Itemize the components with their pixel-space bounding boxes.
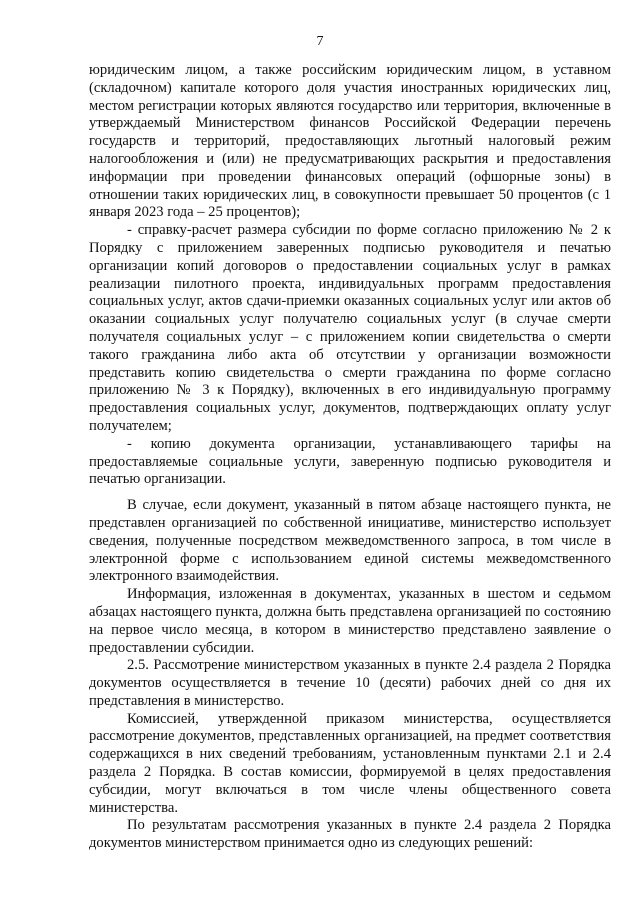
page-number: 7: [316, 34, 324, 49]
paragraph-subsidy-calculation: - справку-расчет размера субсидии по форме согласно приложению № 2 к Порядку с приложением заверенных подписью руководителя и печатью организации копий договоров о предоставлении социальных услуг в рамках реализации пилотного проекта, индивидуальных программ предоставления социальных услуг, актов сдачи-приемки оказанных социальных услуг или актов об оказании социальных услуг получателю социальных услуг (в случае смерти получателя социальных услуг – с приложением копии свидетельства о смерти такого гражданина либо акта об отсутствии у организации возможности представить копию свидетельства о смерти гражданина по форме согласно приложению № 3 к Порядку), включенных в его индивидуальную программу предоставления социальных услуг, документов, подтверждающих оплату услуг получателем;: [89, 222, 611, 434]
document-body: [89, 62, 611, 853]
paragraph-interagency-request: В случае, если документ, указанный в пятом абзаце настоящего пункта, не представлен организацией по собственной инициативе, министерство использует сведения, полученные посредством межведомственного запроса, в том числе в электронной форме с использованием единой системы межведомственного электронного взаимодействия.: [89, 497, 611, 585]
paragraph-tariff-document: - копию документа организации, устанавливающего тарифы на предоставляемые социальные услуги, заверенную подписью руководителя и печатью организации.: [89, 435, 611, 488]
paragraph-continuation: юридическим лицом, а также российским юридическим лицом, в уставном (складочном) капитале которого доля участия иностранных юридических лиц, местом регистрации которых являются государство или территория, включенные в утверждаемый Министерством финансов Российской Федерации перечень государств и территорий, предоставляющих льготный налоговый режим налогообложения и (или) не предусматривающих раскрытия и предоставления информации при проведении финансовых операций (офшорные зоны) в отношении таких юридических лиц, в совокупности превышает 50 процентов (с 1 января 2023 года – 25 процентов);: [89, 62, 611, 221]
paragraph-decisions: По результатам рассмотрения указанных в пункте 2.4 раздела 2 Порядка документов министерством принимается одно из следующих решений:: [89, 817, 611, 852]
paragraph-commission: Комиссией, утвержденной приказом министерства, осуществляется рассмотрение документов, представленных организацией, на предмет соответствия содержащихся в них сведений требованиям, установленным пунктами 2.1 и 2.4 раздела 2 Порядка. В состав комиссии, формируемой в целях предоставления субсидии, могут включаться в том числе члены общественного совета министерства.: [89, 710, 611, 816]
paragraph-information-date: Информация, изложенная в документах, указанных в шестом и седьмом абзацах настоящего пункта, должна быть представлена организацией по состоянию на первое число месяца, в котором в министерство представлено заявление о предоставлении субсидии.: [89, 586, 611, 656]
paragraph-2-5-review-period: 2.5. Рассмотрение министерством указанных в пункте 2.4 раздела 2 Порядка документов осуществляется в течение 10 (десяти) рабочих дней со дня их представления в министерство.: [89, 657, 611, 709]
